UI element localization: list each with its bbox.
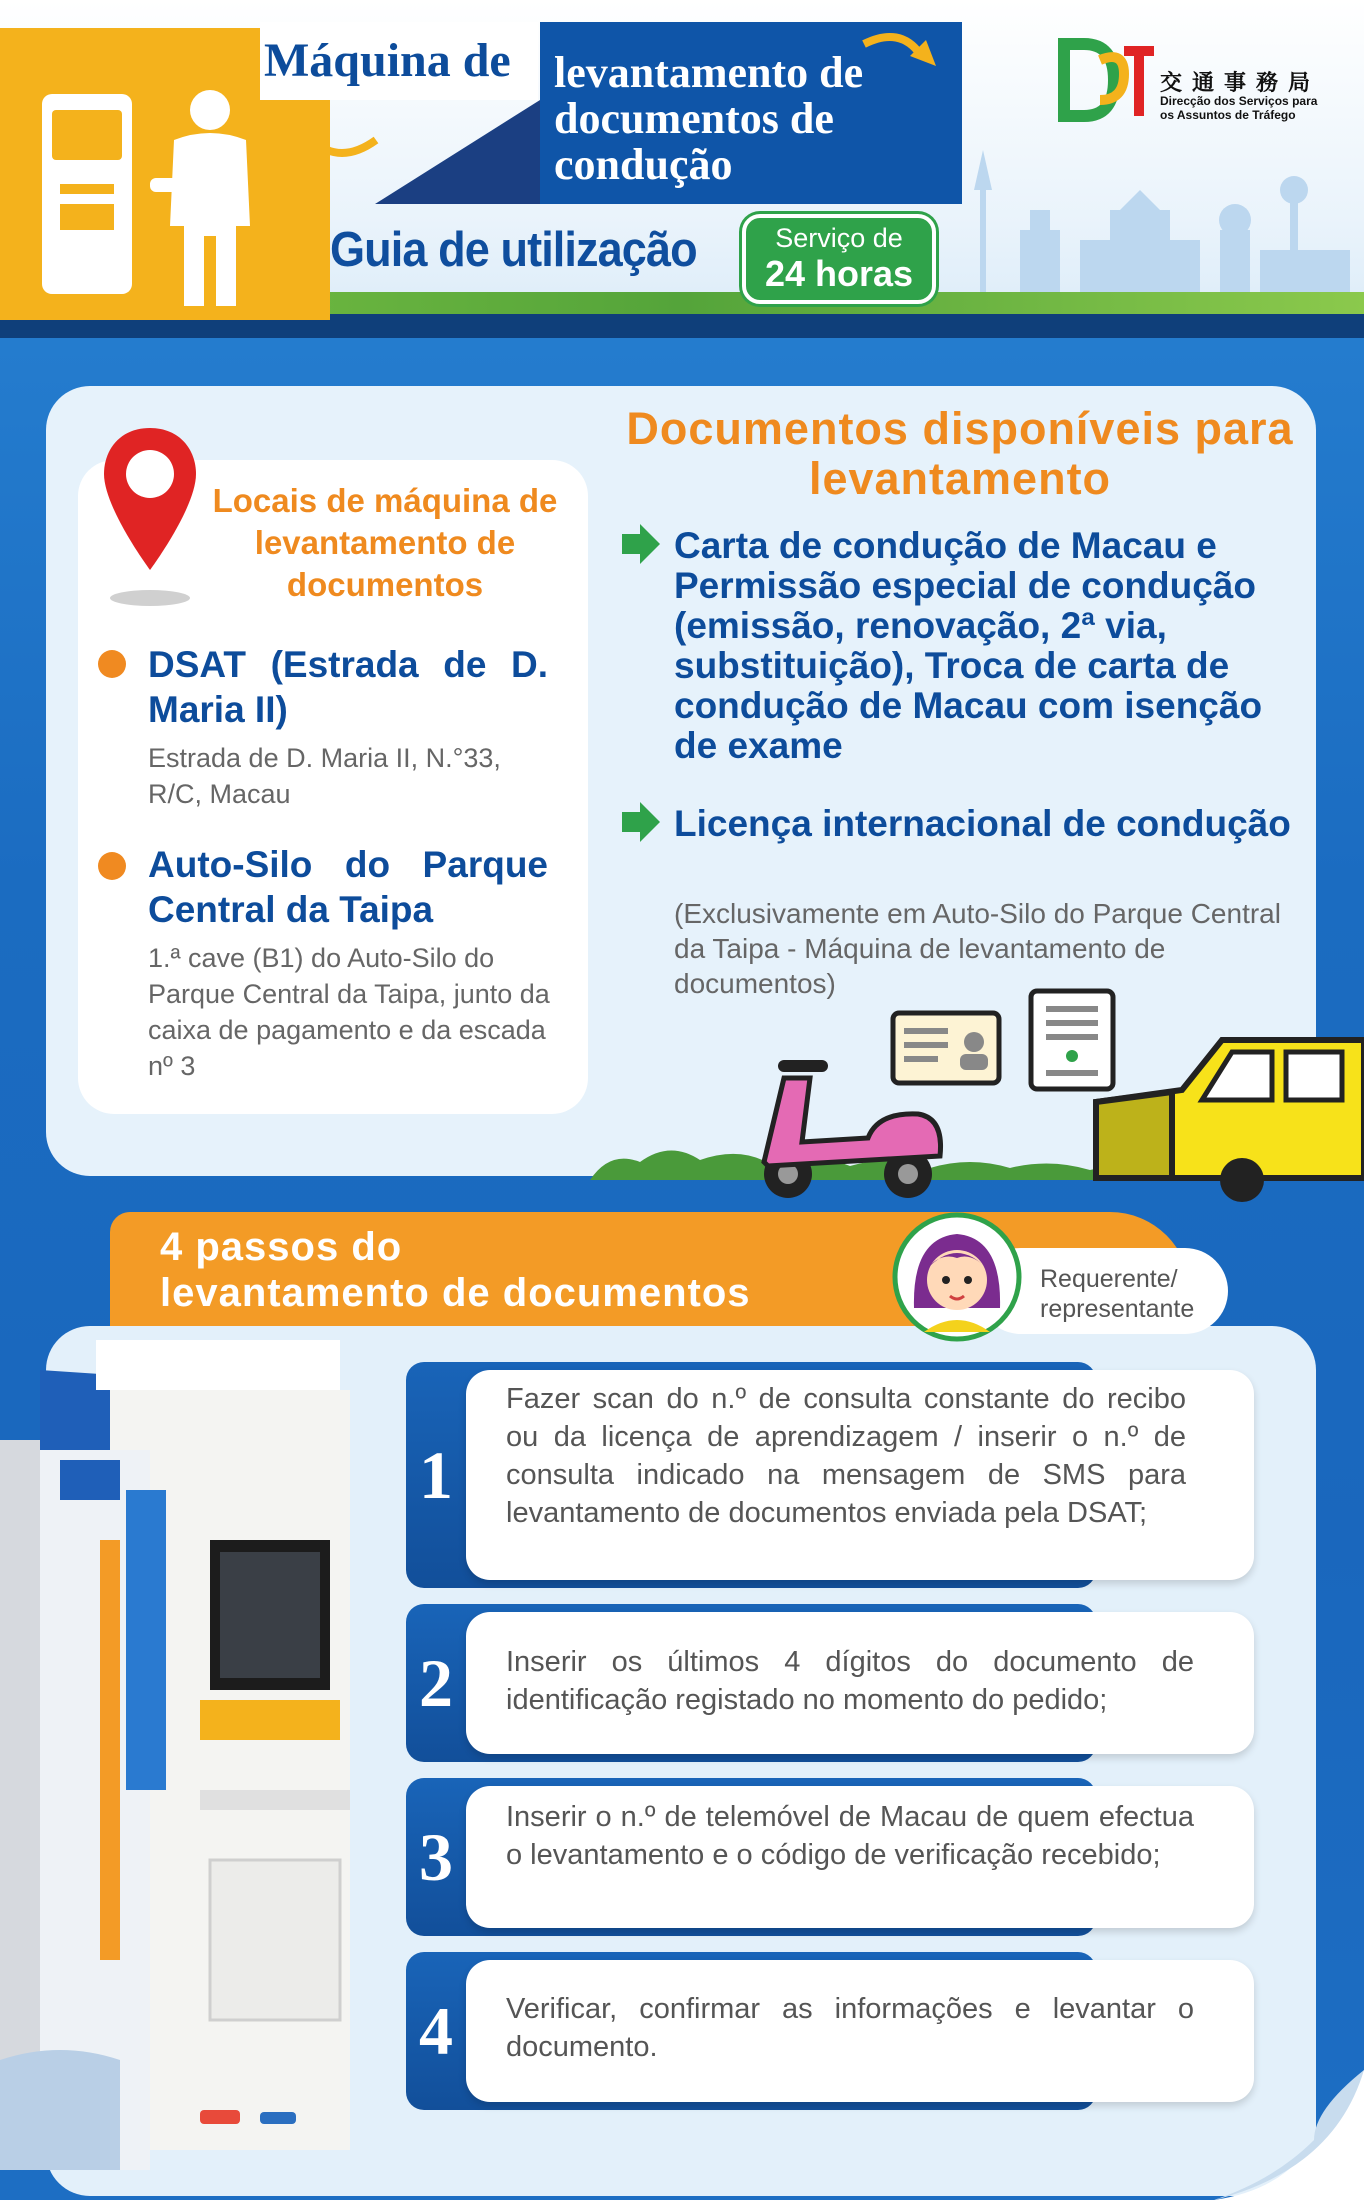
title-part-1: Máquina de: [260, 22, 538, 100]
document-note: (Exclusivamente em Auto-Silo do Parque Central da Taipa - Máquina de levantamento de documentos): [674, 898, 1281, 999]
step-number: 4: [419, 1993, 453, 2069]
org-name-chinese: 交通事務局: [1160, 70, 1321, 95]
kiosk-photo: [0, 1300, 380, 2170]
arrow-right-icon: [618, 522, 662, 566]
guide-title: Guia de utilização: [330, 223, 697, 277]
bullet-icon: [98, 852, 126, 880]
step-number: 1: [419, 1437, 453, 1513]
location-pin-icon: [98, 420, 208, 610]
documents-title: Documentos disponíveis para levantamento: [626, 403, 1294, 504]
scooter-icon: [748, 1052, 948, 1204]
title-decoration: [375, 100, 540, 204]
arrow-right-icon: [618, 800, 662, 844]
page-curl-decoration: [1214, 2070, 1364, 2200]
document-item: Licença internacional de condução: [674, 803, 1291, 844]
curved-arrow-icon: [860, 26, 940, 76]
avatar-icon: [892, 1212, 1022, 1342]
step-text: Verificar, confirmar as informações e levantar o documento.: [506, 1993, 1194, 2063]
org-name-portuguese: Direcção dos Serviços para os Assuntos de Tráfego: [1160, 94, 1318, 122]
steps-title: 4 passos do levantamento de documentos: [160, 1225, 751, 1315]
role-label: Requerente/ representante: [1040, 1265, 1195, 1323]
car-icon: [1092, 1030, 1364, 1202]
step-text: Fazer scan do n.º de consulta constante do recibo ou da licença de aprendizagem / inserir o n.º de consulta indicado na mensagem de SMS para levantamento de documentos enviada pela DSAT;: [506, 1383, 1186, 1529]
title-part-2: levantamento de documentos de condução: [540, 22, 962, 204]
step-number: 3: [419, 1819, 453, 1895]
step-text: Inserir o n.º de telemóvel de Macau de quem efectua o levantamento e o código de verificação recebido;: [506, 1801, 1194, 1871]
location-address: 1.ª cave (B1) do Auto-Silo do Parque Central da Taipa, junto da caixa de pagamento e da escada nº 3: [148, 943, 550, 1081]
curved-arrow-left-icon: [290, 110, 380, 170]
document-item: Carta de condução de Macau e Permissão especial de condução (emissão, renovação, 2ª via, substituição), Troca de carta de condução de Macau com isenção de exame: [674, 525, 1263, 766]
step-number: 2: [419, 1645, 453, 1721]
step-text: Inserir os últimos 4 dígitos do documento de identificação registado no momento do pedido;: [506, 1646, 1194, 1716]
service-24h-badge: Serviço de 24 horas: [742, 214, 936, 304]
location-name: DSAT (Estrada de D. Maria II): [148, 644, 548, 730]
location-address: Estrada de D. Maria II, N.°33, R/C, Macau: [148, 743, 501, 809]
locations-title: Locais de máquina de levantamento de documentos: [212, 482, 558, 603]
bullet-icon: [98, 650, 126, 678]
person-icon: [150, 86, 270, 316]
dsat-logo-icon: [1054, 30, 1158, 130]
location-name: Auto-Silo do Parque Central da Taipa: [148, 844, 548, 930]
